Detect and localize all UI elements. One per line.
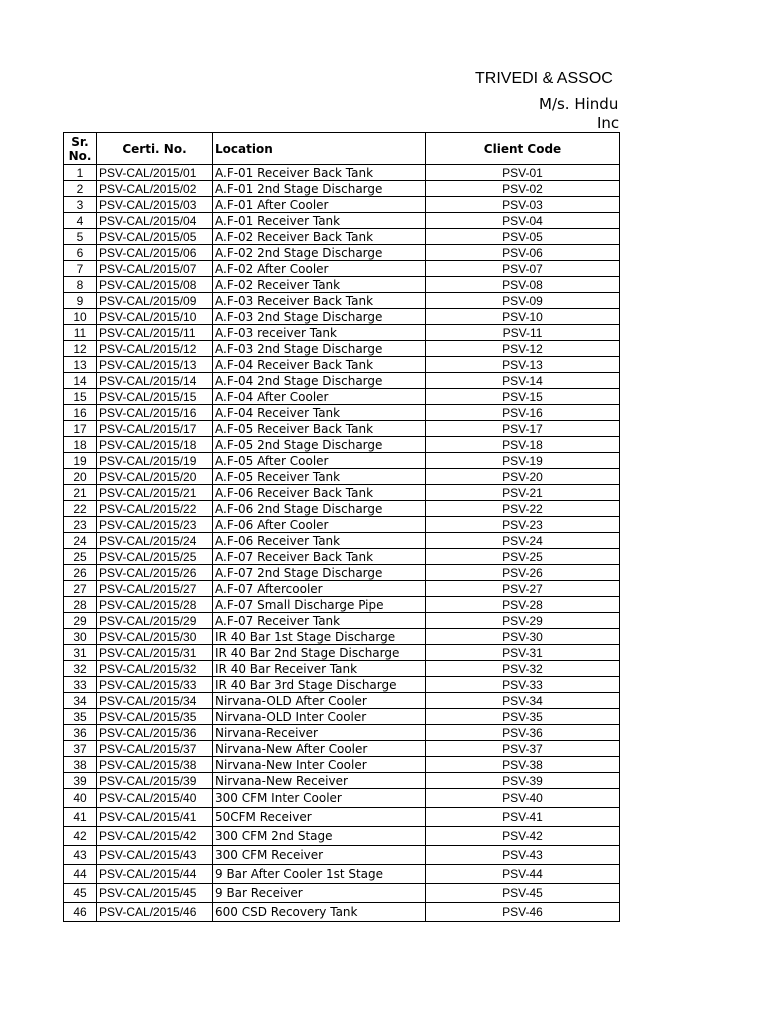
table-body — [64, 165, 620, 922]
cell-sr-no: 2 — [64, 181, 97, 197]
cell-sr-no: 19 — [64, 453, 97, 469]
table-row — [64, 677, 620, 693]
cell-client-code: PSV-41 — [426, 808, 620, 827]
cell-location: 300 CFM 2nd Stage — [213, 827, 426, 846]
cell-certi-no: PSV-CAL/2015/13 — [97, 357, 213, 373]
table-row — [64, 181, 620, 197]
cell-certi-no: PSV-CAL/2015/01 — [97, 165, 213, 181]
cell-location: 300 CFM Receiver — [213, 846, 426, 865]
table-row — [64, 261, 620, 277]
cell-certi-no: PSV-CAL/2015/44 — [97, 865, 213, 884]
cell-certi-no: PSV-CAL/2015/07 — [97, 261, 213, 277]
cell-certi-no: PSV-CAL/2015/21 — [97, 485, 213, 501]
cell-location: 300 CFM Inter Cooler — [213, 789, 426, 808]
cell-certi-no: PSV-CAL/2015/26 — [97, 565, 213, 581]
cell-location: A.F-02 After Cooler — [213, 261, 426, 277]
cell-location: A.F-02 2nd Stage Discharge — [213, 245, 426, 261]
table-row — [64, 501, 620, 517]
cell-sr-no: 22 — [64, 501, 97, 517]
table-row — [64, 693, 620, 709]
cell-certi-no: PSV-CAL/2015/06 — [97, 245, 213, 261]
table-row — [64, 213, 620, 229]
cell-location: A.F-01 2nd Stage Discharge — [213, 181, 426, 197]
cell-client-code: PSV-26 — [426, 565, 620, 581]
table-row — [64, 277, 620, 293]
cell-sr-no: 37 — [64, 741, 97, 757]
cell-sr-no: 39 — [64, 773, 97, 789]
cell-client-code: PSV-36 — [426, 725, 620, 741]
table-row — [64, 549, 620, 565]
cell-location: Nirvana-OLD After Cooler — [213, 693, 426, 709]
cell-sr-no: 13 — [64, 357, 97, 373]
cell-location: A.F-01 Receiver Tank — [213, 213, 426, 229]
cell-sr-no: 31 — [64, 645, 97, 661]
cell-client-code: PSV-45 — [426, 884, 620, 903]
cell-certi-no: PSV-CAL/2015/12 — [97, 341, 213, 357]
cell-client-code: PSV-11 — [426, 325, 620, 341]
cell-certi-no: PSV-CAL/2015/16 — [97, 405, 213, 421]
cell-client-code: PSV-10 — [426, 309, 620, 325]
table-row — [64, 389, 620, 405]
cell-sr-no: 9 — [64, 293, 97, 309]
cell-certi-no: PSV-CAL/2015/29 — [97, 613, 213, 629]
cell-sr-no: 20 — [64, 469, 97, 485]
cell-location: A.F-07 Receiver Tank — [213, 613, 426, 629]
table-row — [64, 884, 620, 903]
cell-certi-no: PSV-CAL/2015/24 — [97, 533, 213, 549]
cell-location: Nirvana-OLD Inter Cooler — [213, 709, 426, 725]
table-row — [64, 469, 620, 485]
cell-client-code: PSV-05 — [426, 229, 620, 245]
cell-sr-no: 1 — [64, 165, 97, 181]
cell-client-code: PSV-04 — [426, 213, 620, 229]
cell-sr-no: 15 — [64, 389, 97, 405]
cell-sr-no: 27 — [64, 581, 97, 597]
cell-certi-no: PSV-CAL/2015/30 — [97, 629, 213, 645]
cell-client-code: PSV-24 — [426, 533, 620, 549]
table-row — [64, 741, 620, 757]
cell-client-code: PSV-39 — [426, 773, 620, 789]
table-row — [64, 709, 620, 725]
cell-sr-no: 4 — [64, 213, 97, 229]
cell-location: Nirvana-New Receiver — [213, 773, 426, 789]
table-row — [64, 229, 620, 245]
table-row — [64, 165, 620, 181]
cell-location: 9 Bar Receiver — [213, 884, 426, 903]
cell-client-code: PSV-02 — [426, 181, 620, 197]
cell-location: A.F-04 Receiver Back Tank — [213, 357, 426, 373]
cell-location: A.F-03 2nd Stage Discharge — [213, 309, 426, 325]
table-row — [64, 629, 620, 645]
table-row — [64, 341, 620, 357]
table-row — [64, 357, 620, 373]
cell-sr-no: 16 — [64, 405, 97, 421]
cell-location: IR 40 Bar 1st Stage Discharge — [213, 629, 426, 645]
cell-location: A.F-01 Receiver Back Tank — [213, 165, 426, 181]
table-row — [64, 903, 620, 922]
cell-location: Nirvana-Receiver — [213, 725, 426, 741]
table-row — [64, 725, 620, 741]
cell-client-code: PSV-29 — [426, 613, 620, 629]
cell-certi-no: PSV-CAL/2015/40 — [97, 789, 213, 808]
cell-client-code: PSV-28 — [426, 597, 620, 613]
cell-sr-no: 24 — [64, 533, 97, 549]
table-row — [64, 245, 620, 261]
cell-client-code: PSV-18 — [426, 437, 620, 453]
cell-client-code: PSV-08 — [426, 277, 620, 293]
table-row — [64, 197, 620, 213]
cell-sr-no: 26 — [64, 565, 97, 581]
cell-location: A.F-03 receiver Tank — [213, 325, 426, 341]
cell-sr-no: 6 — [64, 245, 97, 261]
cell-sr-no: 5 — [64, 229, 97, 245]
cell-location: A.F-05 Receiver Tank — [213, 469, 426, 485]
cell-location: A.F-07 Receiver Back Tank — [213, 549, 426, 565]
table-row — [64, 808, 620, 827]
cell-client-code: PSV-35 — [426, 709, 620, 725]
cell-client-code: PSV-21 — [426, 485, 620, 501]
cell-location: A.F-06 2nd Stage Discharge — [213, 501, 426, 517]
cell-certi-no: PSV-CAL/2015/31 — [97, 645, 213, 661]
cell-client-code: PSV-37 — [426, 741, 620, 757]
cell-sr-no: 12 — [64, 341, 97, 357]
cell-certi-no: PSV-CAL/2015/23 — [97, 517, 213, 533]
calibration-table — [63, 132, 620, 922]
cell-location: A.F-03 Receiver Back Tank — [213, 293, 426, 309]
table-header-row — [64, 133, 620, 165]
table-row — [64, 846, 620, 865]
cell-location: A.F-05 2nd Stage Discharge — [213, 437, 426, 453]
cell-client-code: PSV-16 — [426, 405, 620, 421]
cell-certi-no: PSV-CAL/2015/02 — [97, 181, 213, 197]
table-row — [64, 757, 620, 773]
cell-client-code: PSV-23 — [426, 517, 620, 533]
column-header-certi-no: Certi. No. — [97, 133, 213, 165]
cell-sr-no: 8 — [64, 277, 97, 293]
cell-client-code: PSV-22 — [426, 501, 620, 517]
cell-location: A.F-07 Aftercooler — [213, 581, 426, 597]
cell-certi-no: PSV-CAL/2015/11 — [97, 325, 213, 341]
table-row — [64, 405, 620, 421]
cell-client-code: PSV-30 — [426, 629, 620, 645]
table-row — [64, 533, 620, 549]
cell-sr-no: 30 — [64, 629, 97, 645]
cell-location: A.F-01 After Cooler — [213, 197, 426, 213]
cell-client-code: PSV-42 — [426, 827, 620, 846]
cell-sr-no: 25 — [64, 549, 97, 565]
cell-client-code: PSV-27 — [426, 581, 620, 597]
cell-client-code: PSV-46 — [426, 903, 620, 922]
table-row — [64, 453, 620, 469]
table-row — [64, 597, 620, 613]
cell-certi-no: PSV-CAL/2015/35 — [97, 709, 213, 725]
cell-sr-no: 14 — [64, 373, 97, 389]
cell-sr-no: 45 — [64, 884, 97, 903]
cell-location: A.F-04 Receiver Tank — [213, 405, 426, 421]
cell-certi-no: PSV-CAL/2015/15 — [97, 389, 213, 405]
cell-client-code: PSV-12 — [426, 341, 620, 357]
cell-client-code: PSV-40 — [426, 789, 620, 808]
cell-sr-no: 43 — [64, 846, 97, 865]
cell-certi-no: PSV-CAL/2015/25 — [97, 549, 213, 565]
cell-location: 50CFM Receiver — [213, 808, 426, 827]
cell-client-code: PSV-38 — [426, 757, 620, 773]
cell-client-code: PSV-13 — [426, 357, 620, 373]
cell-client-code: PSV-20 — [426, 469, 620, 485]
cell-client-code: PSV-33 — [426, 677, 620, 693]
cell-certi-no: PSV-CAL/2015/09 — [97, 293, 213, 309]
cell-location: A.F-06 After Cooler — [213, 517, 426, 533]
cell-location: Nirvana-New After Cooler — [213, 741, 426, 757]
table-row — [64, 789, 620, 808]
cell-sr-no: 32 — [64, 661, 97, 677]
cell-sr-no: 3 — [64, 197, 97, 213]
cell-certi-no: PSV-CAL/2015/46 — [97, 903, 213, 922]
cell-certi-no: PSV-CAL/2015/04 — [97, 213, 213, 229]
cell-certi-no: PSV-CAL/2015/14 — [97, 373, 213, 389]
cell-location: A.F-06 Receiver Tank — [213, 533, 426, 549]
cell-certi-no: PSV-CAL/2015/27 — [97, 581, 213, 597]
table-row — [64, 373, 620, 389]
cell-location: A.F-04 2nd Stage Discharge — [213, 373, 426, 389]
cell-sr-no: 7 — [64, 261, 97, 277]
cell-certi-no: PSV-CAL/2015/33 — [97, 677, 213, 693]
cell-certi-no: PSV-CAL/2015/19 — [97, 453, 213, 469]
cell-certi-no: PSV-CAL/2015/45 — [97, 884, 213, 903]
cell-location: 9 Bar After Cooler 1st Stage — [213, 865, 426, 884]
cell-sr-no: 38 — [64, 757, 97, 773]
cell-sr-no: 42 — [64, 827, 97, 846]
table-row — [64, 293, 620, 309]
cell-client-code: PSV-06 — [426, 245, 620, 261]
cell-sr-no: 10 — [64, 309, 97, 325]
table-row — [64, 565, 620, 581]
cell-certi-no: PSV-CAL/2015/32 — [97, 661, 213, 677]
table-row — [64, 437, 620, 453]
table-row — [64, 325, 620, 341]
cell-certi-no: PSV-CAL/2015/28 — [97, 597, 213, 613]
cell-certi-no: PSV-CAL/2015/17 — [97, 421, 213, 437]
cell-sr-no: 36 — [64, 725, 97, 741]
cell-location: A.F-04 After Cooler — [213, 389, 426, 405]
column-header-sr-no-label: Sr. No. — [68, 134, 92, 163]
table-row — [64, 421, 620, 437]
client-name-line2: Inc — [597, 114, 620, 132]
cell-sr-no: 40 — [64, 789, 97, 808]
table-row — [64, 613, 620, 629]
client-name: M/s. Hindu — [539, 95, 619, 113]
cell-sr-no: 34 — [64, 693, 97, 709]
cell-sr-no: 17 — [64, 421, 97, 437]
column-header-sr-no — [64, 133, 97, 165]
cell-sr-no: 33 — [64, 677, 97, 693]
cell-sr-no: 18 — [64, 437, 97, 453]
cell-certi-no: PSV-CAL/2015/10 — [97, 309, 213, 325]
cell-location: A.F-05 After Cooler — [213, 453, 426, 469]
cell-client-code: PSV-32 — [426, 661, 620, 677]
cell-certi-no: PSV-CAL/2015/42 — [97, 827, 213, 846]
cell-location: IR 40 Bar 2nd Stage Discharge — [213, 645, 426, 661]
cell-client-code: PSV-15 — [426, 389, 620, 405]
table-row — [64, 827, 620, 846]
column-header-client-code: Client Code — [426, 133, 620, 165]
cell-certi-no: PSV-CAL/2015/18 — [97, 437, 213, 453]
cell-client-code: PSV-25 — [426, 549, 620, 565]
table-row — [64, 661, 620, 677]
cell-sr-no: 29 — [64, 613, 97, 629]
cell-client-code: PSV-07 — [426, 261, 620, 277]
cell-location: A.F-02 Receiver Tank — [213, 277, 426, 293]
cell-certi-no: PSV-CAL/2015/38 — [97, 757, 213, 773]
cell-location: A.F-03 2nd Stage Discharge — [213, 341, 426, 357]
company-title: TRIVEDI & ASSOC — [475, 70, 613, 87]
cell-sr-no: 23 — [64, 517, 97, 533]
cell-sr-no: 35 — [64, 709, 97, 725]
table-row — [64, 865, 620, 884]
cell-sr-no: 44 — [64, 865, 97, 884]
table-row — [64, 645, 620, 661]
cell-client-code: PSV-31 — [426, 645, 620, 661]
table-row — [64, 485, 620, 501]
cell-certi-no: PSV-CAL/2015/43 — [97, 846, 213, 865]
cell-certi-no: PSV-CAL/2015/03 — [97, 197, 213, 213]
cell-location: Nirvana-New Inter Cooler — [213, 757, 426, 773]
cell-location: IR 40 Bar 3rd Stage Discharge — [213, 677, 426, 693]
cell-client-code: PSV-03 — [426, 197, 620, 213]
table-row — [64, 309, 620, 325]
cell-client-code: PSV-19 — [426, 453, 620, 469]
cell-sr-no: 11 — [64, 325, 97, 341]
cell-certi-no: PSV-CAL/2015/37 — [97, 741, 213, 757]
cell-certi-no: PSV-CAL/2015/22 — [97, 501, 213, 517]
cell-sr-no: 46 — [64, 903, 97, 922]
cell-sr-no: 28 — [64, 597, 97, 613]
cell-sr-no: 21 — [64, 485, 97, 501]
cell-location: 600 CSD Recovery Tank — [213, 903, 426, 922]
cell-client-code: PSV-17 — [426, 421, 620, 437]
cell-certi-no: PSV-CAL/2015/34 — [97, 693, 213, 709]
cell-location: A.F-05 Receiver Back Tank — [213, 421, 426, 437]
cell-client-code: PSV-09 — [426, 293, 620, 309]
cell-location: IR 40 Bar Receiver Tank — [213, 661, 426, 677]
cell-location: A.F-07 Small Discharge Pipe — [213, 597, 426, 613]
cell-certi-no: PSV-CAL/2015/41 — [97, 808, 213, 827]
cell-client-code: PSV-43 — [426, 846, 620, 865]
cell-client-code: PSV-34 — [426, 693, 620, 709]
cell-location: A.F-07 2nd Stage Discharge — [213, 565, 426, 581]
table-row — [64, 773, 620, 789]
cell-certi-no: PSV-CAL/2015/39 — [97, 773, 213, 789]
cell-client-code: PSV-14 — [426, 373, 620, 389]
table-row — [64, 517, 620, 533]
column-header-location: Location — [213, 133, 426, 165]
cell-certi-no: PSV-CAL/2015/08 — [97, 277, 213, 293]
cell-certi-no: PSV-CAL/2015/05 — [97, 229, 213, 245]
cell-sr-no: 41 — [64, 808, 97, 827]
cell-certi-no: PSV-CAL/2015/20 — [97, 469, 213, 485]
cell-certi-no: PSV-CAL/2015/36 — [97, 725, 213, 741]
table-row — [64, 581, 620, 597]
cell-location: A.F-06 Receiver Back Tank — [213, 485, 426, 501]
cell-location: A.F-02 Receiver Back Tank — [213, 229, 426, 245]
cell-client-code: PSV-01 — [426, 165, 620, 181]
cell-client-code: PSV-44 — [426, 865, 620, 884]
